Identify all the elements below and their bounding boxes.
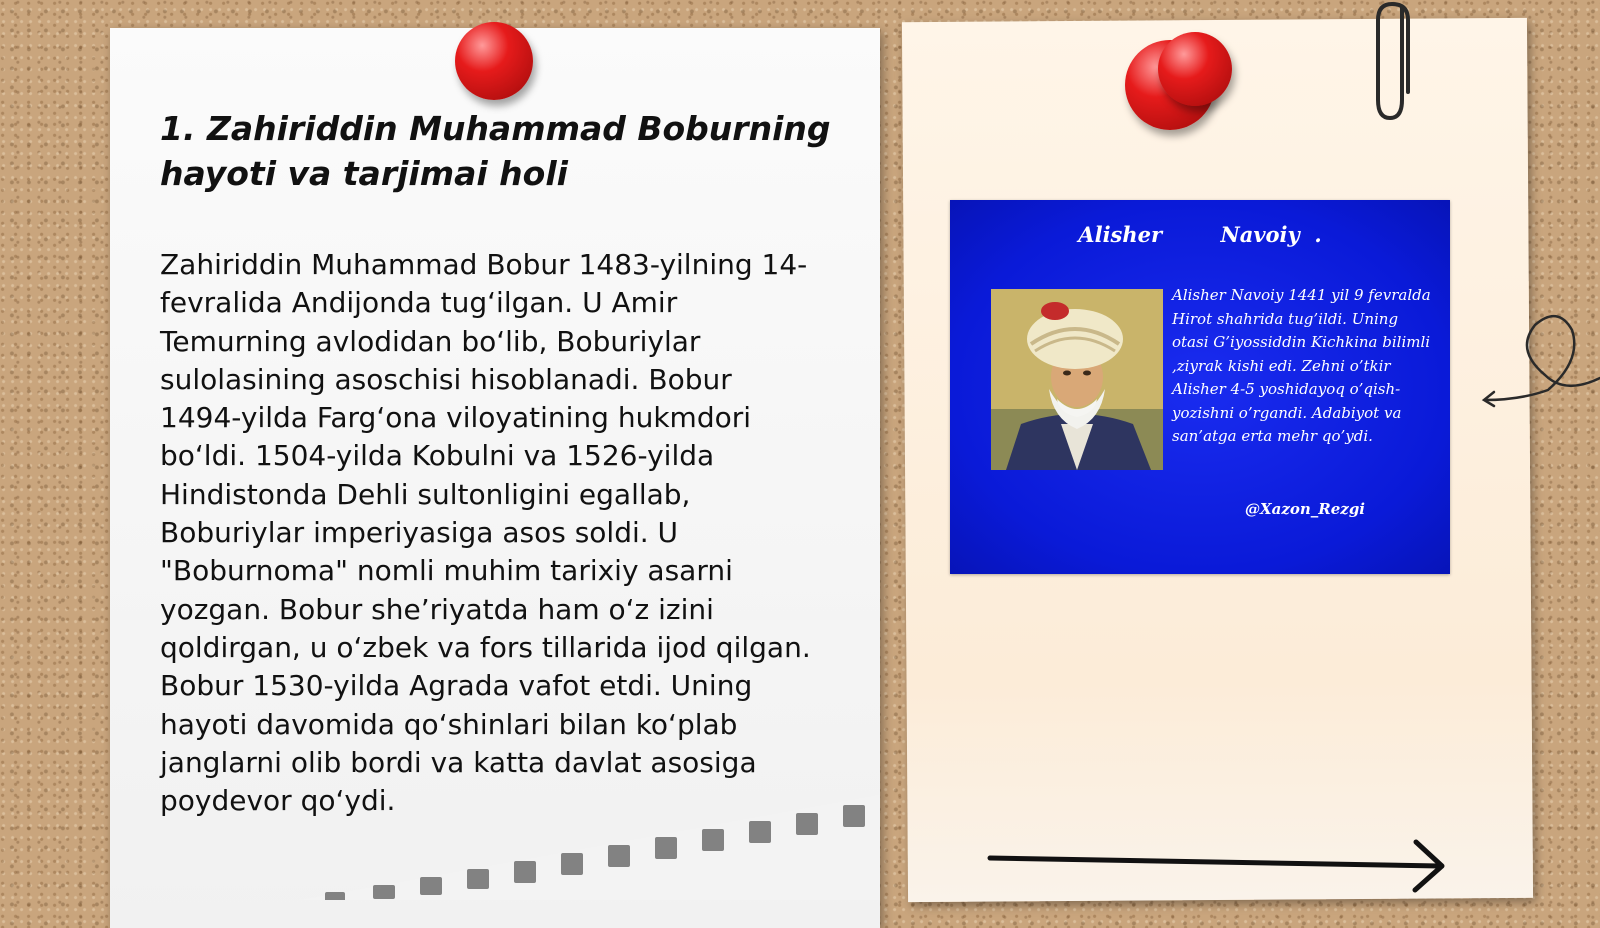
slide-heading: 1. Zahiriddin Muhammad Boburning hayoti va tarjimai holi [160,109,831,193]
navoiy-info-card [950,200,1450,574]
card-credit: @Xazon_Rezgi [1245,500,1365,518]
portrait-image [991,289,1163,470]
card-title: Alisher Navoiy . [1078,222,1322,247]
card-text: Alisher Navoiy 1441 yil 9 fevralda Hirot shahrida tug’ildi. Uning otasi G’iyossiddin Kichkina bilimli ,ziyrak kishi edi. Zehni o’tkir Alisher 4-5 yoshidayoq o’qish- yozishni o’rgandi. Adabiyot va san’atga erta mehr qo’ydi. [1172,286,1431,445]
biography-text: Zahiriddin Muhammad Bobur 1483-yilning 14-fevralida Andijonda tug‘ilgan. U Amir Temurning avlodidan bo‘lib, Boburiylar sulolasining asoschisi hisoblanadi. Bobur 1494-yilda Farg‘ona viloyatining hukmdori bo‘ldi. 1504-yilda Kobulni va 1526-yilda Hindistonda Dehli sultonligini egallab, Boburiylar imperiyasiga asos soldi. U "Boburnoma" nomli muhim tarixiy asarni yozgan. Bobur she’riyatda ham o‘z izini qoldirgan, u o‘zbek va fors tillarida ijod qilgan. Bobur 1530-yilda Agrada vafot etdi. Uning hayoti davomida qo‘shinlari bilan ko‘plab janglarni olib bordi va katta davlat asosiga poydevor qo‘ydi. [160,248,811,818]
